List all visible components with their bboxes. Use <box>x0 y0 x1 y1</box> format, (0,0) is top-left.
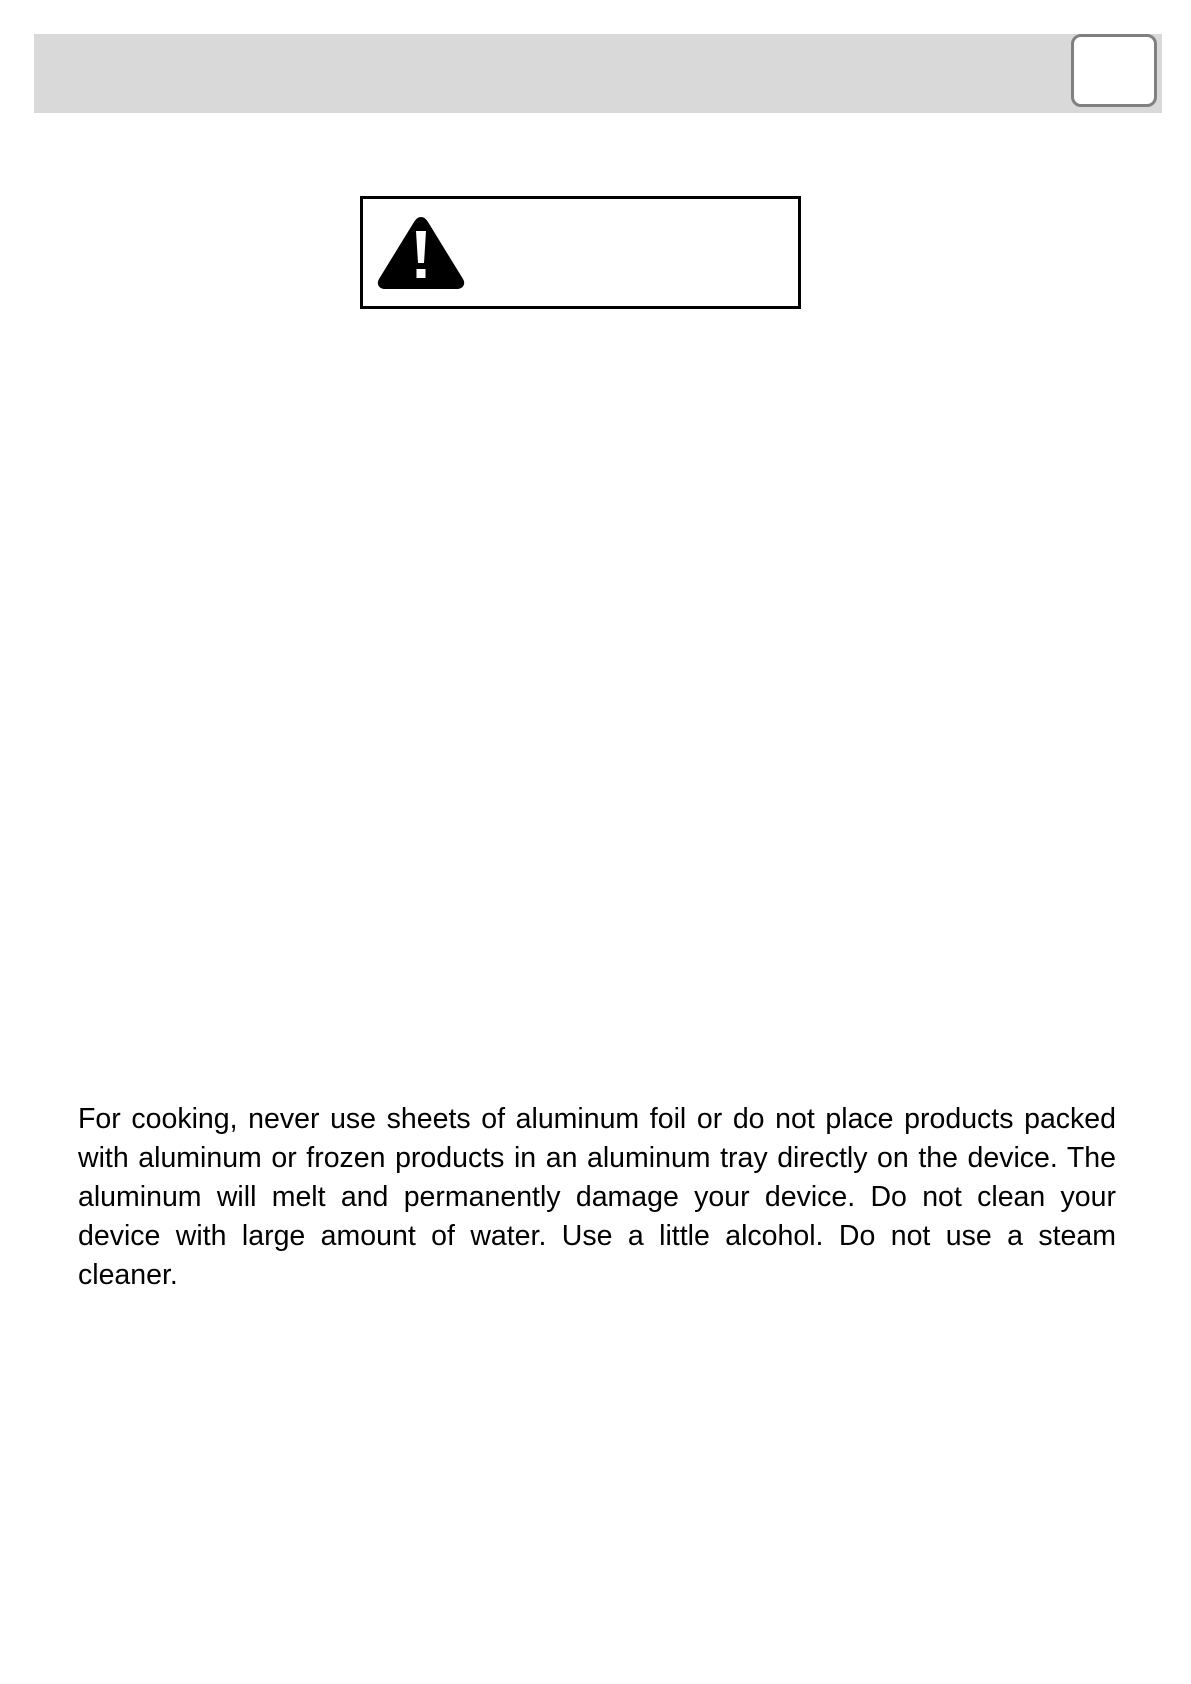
warning-box <box>360 196 801 309</box>
warning-triangle-icon <box>375 213 467 291</box>
aluminum-warning-paragraph: For cooking, never use sheets of aluminum foil or do not place products packed with aluminum or frozen products in an aluminum tray directly on the device. The aluminum will melt and permanently damage your device. Do not clean your device with large amount of water. Use a little alcohol. Do not use a steam cleaner. <box>78 1103 1116 1291</box>
header-band <box>34 34 1162 113</box>
page-number-box <box>1071 34 1157 107</box>
